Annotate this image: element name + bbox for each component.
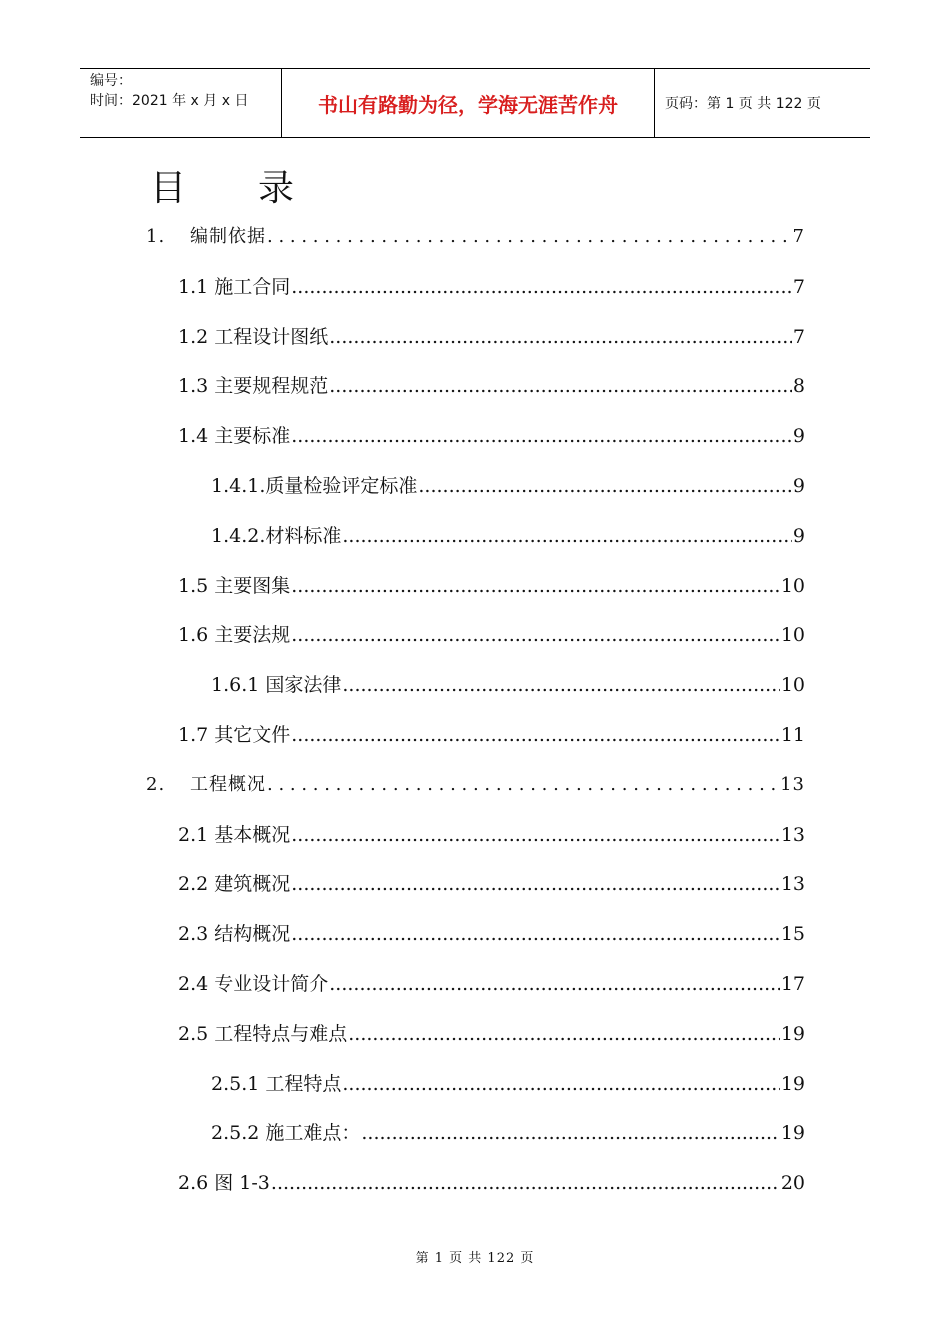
toc-leader-dots (361, 1122, 779, 1144)
toc-entry-label (178, 820, 290, 847)
toc-entry[interactable] (178, 620, 805, 647)
toc-page-number: 13 (780, 823, 805, 846)
toc-entry-text: 1.4.1.质量检验评定标准 (211, 475, 418, 497)
toc-leader-dots (342, 525, 792, 547)
toc-entry[interactable] (178, 820, 805, 847)
toc-page-number: 19 (780, 1072, 805, 1095)
toc-page-number: 19 (780, 1022, 805, 1045)
code-label: 编号： (90, 73, 132, 89)
page-footer: 第 1 页 共 122 页 (415, 1251, 535, 1266)
toc-leader-dots (342, 1073, 779, 1095)
toc-page-number: 7 (792, 325, 805, 348)
toc-entry-number: 2. (146, 773, 166, 795)
toc-entry[interactable] (211, 1069, 805, 1096)
toc-page-number: 9 (792, 425, 805, 448)
toc-page-number: 10 (780, 624, 805, 647)
toc-page-number: 15 (780, 923, 805, 946)
header-motto-cell (281, 69, 655, 137)
toc-entry-label (146, 222, 266, 248)
toc-entry-text: 1.6.1 国家法律 (211, 674, 342, 697)
toc-leader-dots (329, 973, 780, 995)
toc-entry-label (178, 421, 290, 448)
toc-entry-label (178, 272, 290, 299)
toc-entry-text: 1.5 主要图集 (178, 574, 291, 597)
toc-page-number: 7 (792, 226, 805, 247)
toc-entry-label (211, 670, 341, 697)
toc-entry[interactable] (211, 521, 805, 548)
toc-entry-label (211, 521, 341, 548)
toc-leader-dots (291, 624, 780, 646)
toc-entry-number: 1. (146, 226, 166, 247)
toc-entry-label (178, 322, 328, 349)
toc-entry[interactable] (178, 869, 805, 896)
toc-entry-text: 1.4 主要标准 (178, 425, 291, 448)
toc-leader-dots (291, 923, 780, 945)
toc-page-number: 9 (792, 524, 805, 547)
toc-entry[interactable] (146, 770, 805, 796)
header-meta (80, 69, 281, 137)
toc-entry[interactable] (178, 571, 805, 598)
toc-entry-text: 2.3 结构概况 (178, 923, 291, 946)
toc-page-number: 10 (780, 674, 805, 697)
toc-entry[interactable] (178, 272, 805, 299)
toc-page-number: 10 (780, 574, 805, 597)
toc-leader-dots (291, 873, 780, 895)
toc-page-number: 7 (792, 275, 805, 298)
toc-entry-label (178, 620, 290, 647)
toc-entry[interactable] (146, 222, 805, 248)
toc-entry-label (178, 1019, 347, 1046)
toc-entry[interactable] (178, 969, 805, 996)
toc-leader-dots (291, 575, 780, 597)
toc-entry-label (146, 770, 266, 796)
toc-leader-dots (418, 475, 792, 497)
header-page-info: 页码：第 1 页 共 122 页 (665, 96, 821, 112)
toc-entry-text: 1.3 主要规程规范 (178, 375, 329, 398)
toc-leader-dots (291, 425, 792, 447)
toc-entry[interactable] (211, 471, 805, 498)
toc-entry[interactable] (211, 1118, 805, 1145)
time-label: 时间：2021 年 x 月 x 日 (90, 93, 249, 109)
toc-page-number: 9 (792, 475, 805, 497)
header-motto: 书山有路勤为径，学海无涯苦作舟 (318, 92, 618, 117)
toc-page-number: 11 (780, 724, 805, 746)
toc-page-number: 20 (780, 1172, 805, 1195)
toc-entry-text: 编制依据 (190, 226, 266, 247)
toc-leader-dots (329, 326, 792, 348)
toc-entry-label (211, 1118, 360, 1145)
toc-entry-text: 工程概况 (190, 773, 266, 795)
toc-page-number: 8 (792, 375, 805, 398)
toc-page-number: 13 (780, 773, 805, 795)
toc-entry-text: 1.4.2.材料标准 (211, 524, 342, 547)
toc-entry-text: 2.6 图 1-3 (178, 1172, 270, 1195)
toc-entry-label (178, 869, 290, 896)
toc-page-number: 13 (780, 873, 805, 896)
toc-entry-text: 1.6 主要法规 (178, 624, 291, 647)
toc-entry[interactable] (178, 1168, 805, 1195)
toc-entry-text: 2.5.1 工程特点 (211, 1072, 342, 1095)
toc-entry-label (178, 919, 290, 946)
toc-entry-text: 1.2 工程设计图纸 (178, 325, 329, 348)
toc-entry-label (211, 471, 417, 498)
toc-entry[interactable] (178, 720, 805, 747)
toc-page-number: 17 (780, 973, 805, 995)
toc-entry-text: 2.5.2 施工难点： (211, 1122, 361, 1145)
toc-leader-dots (271, 1172, 780, 1194)
toc-leader-dots (291, 824, 780, 846)
toc-entry-text: 1.7 其它文件 (178, 724, 291, 746)
toc-entry[interactable] (178, 919, 805, 946)
toc-leader-dots (329, 375, 792, 397)
toc-leader-dots (267, 226, 792, 247)
toc-entry-label (178, 969, 328, 996)
toc-entry[interactable] (178, 421, 805, 448)
page-header (80, 68, 870, 138)
toc-title: 目录 (150, 168, 367, 209)
toc-entry[interactable] (178, 371, 805, 398)
toc-entry-label (178, 371, 328, 398)
toc-entry[interactable] (178, 322, 805, 349)
toc-leader-dots (348, 1023, 780, 1045)
toc-entry-text: 2.5 工程特点与难点 (178, 1022, 348, 1045)
toc-entry-text: 1.1 施工合同 (178, 275, 291, 298)
toc-page-number: 19 (780, 1122, 805, 1145)
toc-leader-dots (291, 276, 792, 298)
toc-entry-label (178, 571, 290, 598)
toc-entry-label (178, 720, 290, 747)
toc-entry-label (211, 1069, 341, 1096)
toc-leader-dots (291, 724, 780, 746)
toc-entry-text: 2.2 建筑概况 (178, 873, 291, 896)
toc-entry-label (178, 1168, 270, 1195)
toc-entry-text: 2.1 基本概况 (178, 823, 291, 846)
toc-entry[interactable] (211, 670, 805, 697)
toc-entry[interactable] (178, 1019, 805, 1046)
toc-entry-text: 2.4 专业设计简介 (178, 973, 329, 995)
toc-leader-dots (342, 674, 779, 696)
toc-leader-dots (267, 774, 779, 795)
